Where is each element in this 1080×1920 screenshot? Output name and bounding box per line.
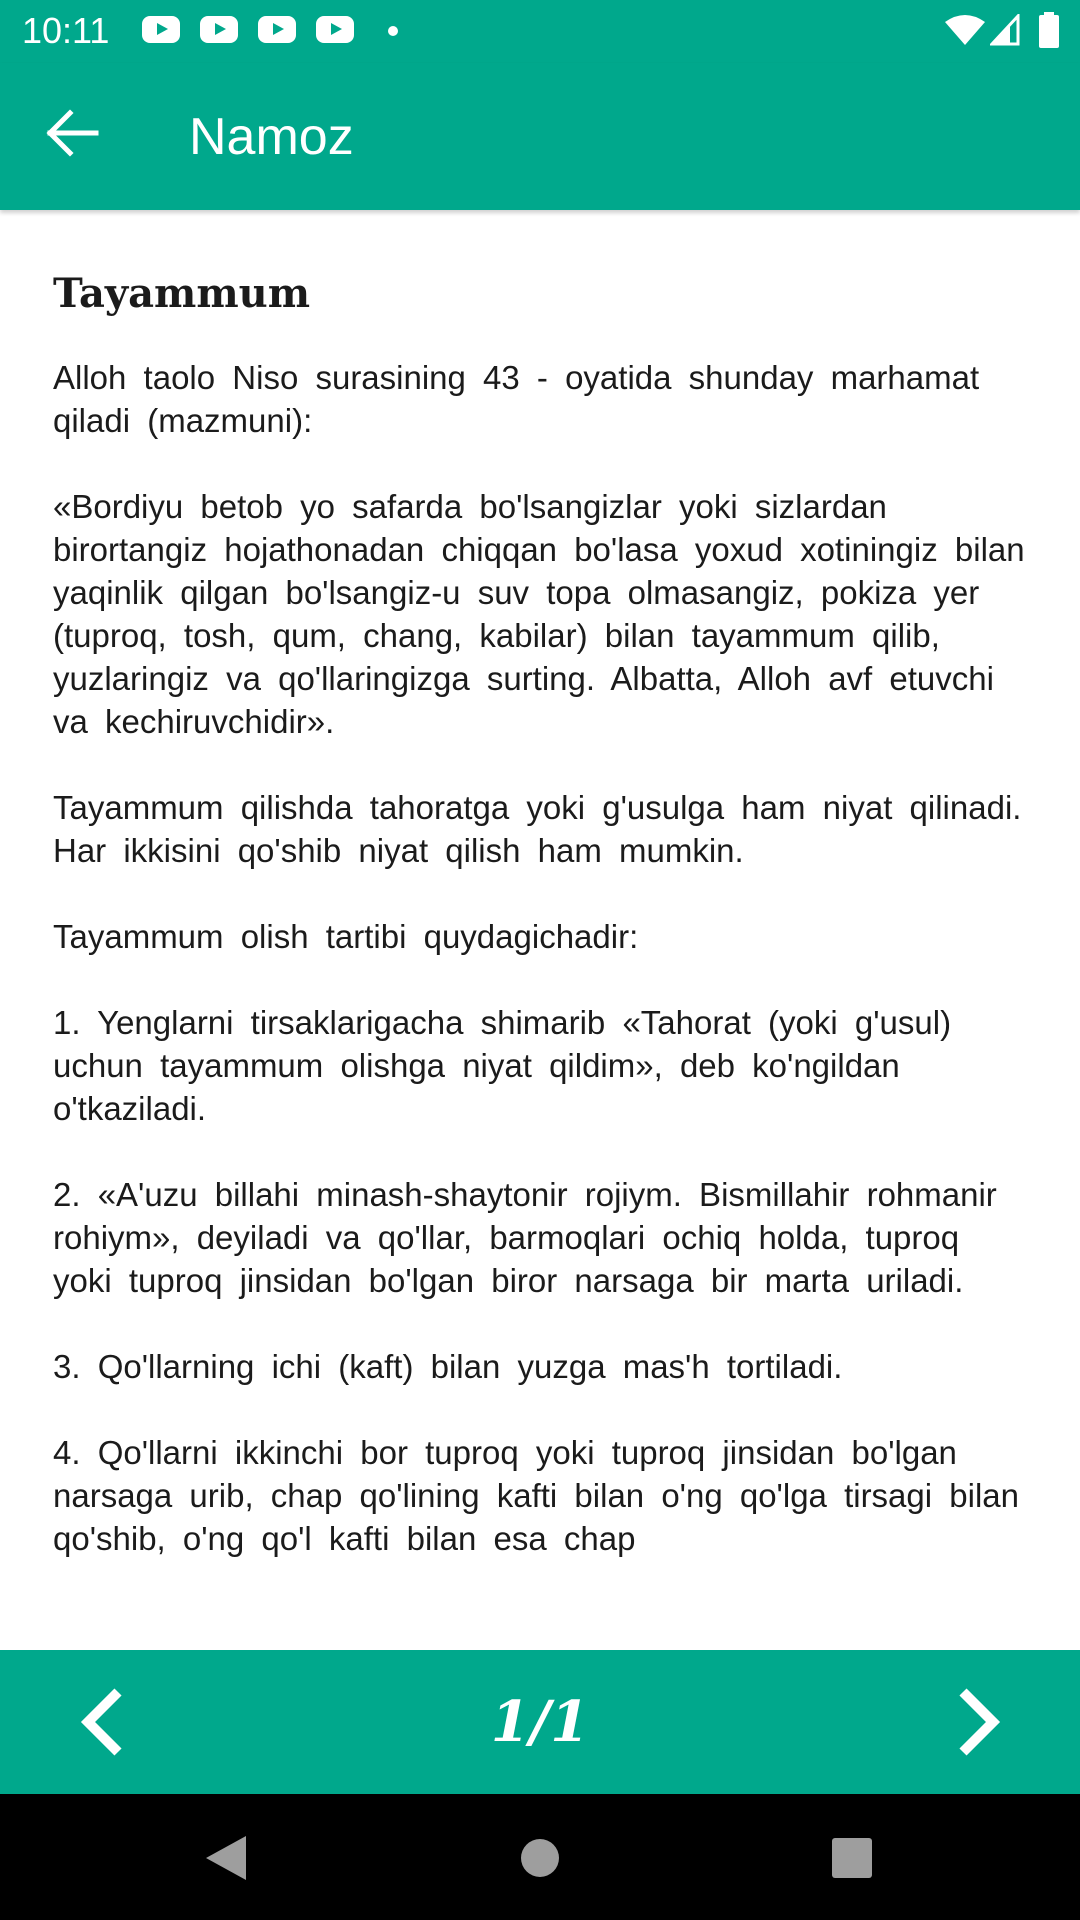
article-paragraph: Alloh taolo Niso surasining 43 - oyatida shunday marhamat qiladi (mazmuni): bbox=[53, 359, 980, 439]
article-content[interactable] bbox=[53, 248, 1033, 1648]
article-title: Tayammum bbox=[53, 270, 311, 317]
article-paragraph: 1. Yenglarni tirsaklarigacha shimarib «Tahorat (yoki g'usul) uchun tayammum olishga niyat qildim», deb ko'ngildan o'tkaziladi. bbox=[53, 1004, 952, 1127]
chevron-left-icon[interactable] bbox=[66, 1682, 146, 1762]
square-recents-icon[interactable] bbox=[824, 1830, 880, 1886]
status-bar bbox=[0, 0, 1080, 63]
circle-home-icon[interactable] bbox=[512, 1830, 568, 1886]
article-paragraph: Tayammum qilishda tahoratga yoki g'usulga ham niyat qilinadi. Har ikkisini qo'shib niyat qilish ham mumkin. bbox=[53, 789, 1022, 869]
battery-icon bbox=[1038, 12, 1060, 48]
article-paragraph: 2. «A'uzu billahi minash-shaytonir rojiym. Bismillahir rohmanir rohiym», deyiladi va qo'llar, barmoqlari ochiq holda, tuproq yoki tuproq jinsidan bo'lgan biror narsaga bir marta uriladi. bbox=[53, 1176, 997, 1299]
dot-icon bbox=[388, 26, 398, 36]
signal-icon bbox=[990, 14, 1020, 46]
app-bar bbox=[0, 63, 1080, 210]
youtube-icon bbox=[142, 16, 180, 43]
triangle-back-icon[interactable] bbox=[198, 1830, 254, 1886]
article-paragraph: Tayammum olish tartibi quydagichadir: bbox=[53, 918, 639, 955]
article-paragraph: 3. Qo'llarning ichi (kaft) bilan yuzga mas'h tortiladi. bbox=[53, 1348, 843, 1385]
system-nav-bar bbox=[0, 1794, 1080, 1920]
page-title: Namoz bbox=[189, 108, 354, 166]
pager-bar bbox=[0, 1650, 1080, 1794]
youtube-icon bbox=[258, 16, 296, 43]
arrow-back-icon[interactable] bbox=[36, 97, 108, 169]
wifi-icon bbox=[944, 14, 986, 46]
article-paragraph: 4. Qo'llarni ikkinchi bor tuproq yoki tuproq jinsidan bo'lgan narsaga urib, chap qo'lining kafti bilan o'ng qo'lga tirsagi bilan qo'shib, o'ng qo'l kafti bilan esa chap bbox=[53, 1434, 1019, 1557]
chevron-right-icon[interactable] bbox=[935, 1682, 1015, 1762]
youtube-icon bbox=[316, 16, 354, 43]
youtube-icon bbox=[200, 16, 238, 43]
article-paragraph: «Bordiyu betob yo safarda bo'lsangizlar yoki sizlardan birortangiz hojathonadan chiqqan bo'lasa yoxud xotiningiz bilan yaqinlik qilgan bo'lsangiz-u suv topa olmasangiz, pokiza yer (tuproq, tosh, qum, chang, kabilar) bilan tayammum qilib, yuzlaringiz va qo'llaringizga surting. Albatta, Alloh avf etuvchi va kechiruvchidir». bbox=[53, 488, 1025, 740]
page-indicator: 1/1 bbox=[490, 1689, 590, 1755]
status-time: 10:11 bbox=[22, 10, 110, 51]
